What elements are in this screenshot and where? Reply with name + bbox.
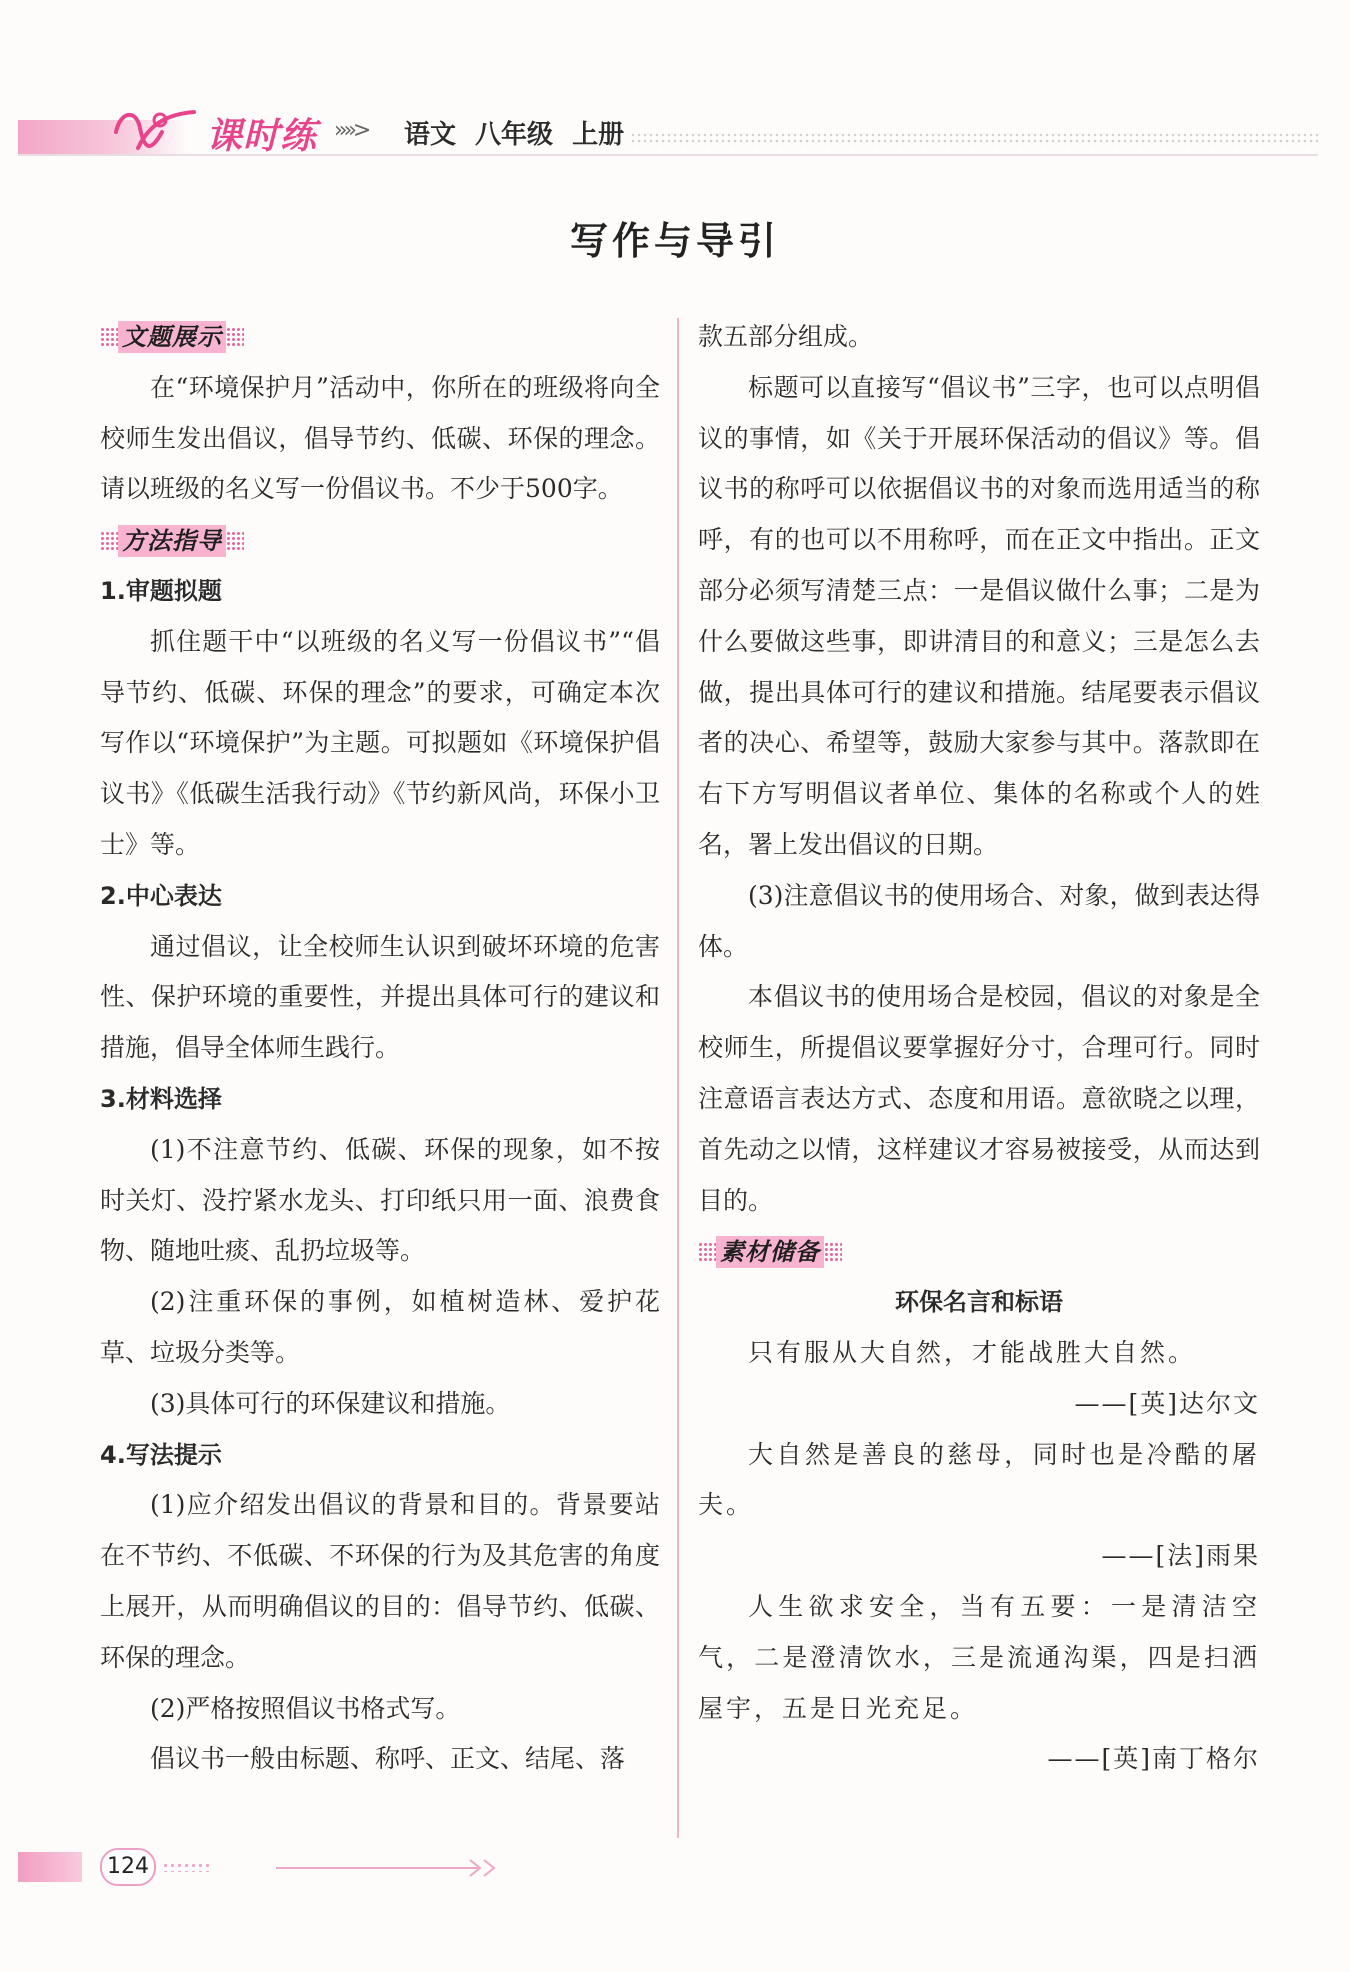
body-paragraph: 通过倡议，让全校师生认识到破坏环境的危害性、保护环境的重要性，并提出具体可行的建议和措施，倡导全体师生践行。 (100, 931, 660, 1063)
badge-dots-icon (226, 531, 244, 551)
body-paragraph: (3)具体可行的环保建议和措施。 (150, 1388, 511, 1418)
section-badge-row (100, 515, 660, 566)
quote-text: 大自然是善良的慈母，同时也是冷酷的屠夫。 (698, 1439, 1260, 1520)
subheading: 1.审题拟题 (100, 576, 222, 605)
badge-dots-icon (100, 327, 118, 347)
section-badge-label: 素材储备 (716, 1236, 824, 1268)
prompt-paragraph: 在“环境保护月”活动中，你所在的班级将向全校师生发出倡议，倡导节约、低碳、环保的理念。请以班级的名义写一份倡议书。不少于500字。 (100, 372, 660, 504)
badge-dots-icon (824, 1242, 842, 1262)
body-paragraph: 倡议书一般由标题、称呼、正文、结尾、落 (150, 1744, 626, 1774)
subheading: 环保名言和标语 (895, 1288, 1063, 1317)
badge-dots-icon (100, 531, 118, 551)
body-paragraph: (3)注意倡议书的使用场合、对象，做到表达得体。 (698, 880, 1260, 961)
right-column (698, 312, 1260, 1785)
body-paragraph: 标题可以直接写“倡议书”三字，也可以点明倡议的事情，如《关于开展环保活动的倡议》等。倡议书的称呼可以依据倡议书的对象而选用适当的称呼，有的也可以不用称呼，而在正文中指出。正文部分必须写清楚三点：一是倡议做什么事；二是为什么要做这些事，即讲清目的和意义；三是怎么去做，提出具体可行的建议和措施。结尾要表示倡议者的决心、希望等，鼓励大家参与其中。落款即在右下方写明倡议者单位、集体的名称或个人的姓名，署上发出倡议的日期。 (698, 372, 1260, 859)
body-paragraph: (2)严格按照倡议书格式写。 (150, 1693, 461, 1723)
quote-attribution: ——[法]雨果 (1101, 1541, 1260, 1571)
chevron-right-icon: »»> (334, 118, 368, 143)
section-badge (100, 525, 244, 557)
body-paragraph: (1)应介绍发出倡议的背景和目的。背景要站在不节约、不低碳、不环保的行为及其危害的角度上展开，从而明确倡议的目的：倡导节约、低碳、环保的理念。 (100, 1490, 660, 1672)
quote-attribution: ——[英]南丁格尔 (1047, 1744, 1260, 1774)
left-column (100, 312, 660, 1785)
body-paragraph: 款五部分组成。 (698, 322, 874, 351)
body-paragraph: (2)注重环保的事例，如植树造林、爱护花草、垃圾分类等。 (100, 1287, 660, 1367)
subheading: 3.材料选择 (100, 1084, 222, 1113)
book-subject: 语文 八年级 上册 (404, 120, 625, 150)
footer-dots-icon (162, 1862, 212, 1872)
page-number: 124 (100, 1848, 156, 1886)
quote-text: 人生欲求安全，当有五要：一是清洁空气，二是澄清饮水，三是流通沟渠，四是扫洒屋宇，五是日光充足。 (698, 1591, 1260, 1723)
section-badge-label: 文题展示 (118, 321, 226, 353)
quote-text: 只有服从大自然，才能战胜大自然。 (748, 1337, 1197, 1367)
body-paragraph: (1)不注意节约、低碳、环保的现象，如不按时关灯、没拧紧水龙头、打印纸只用一面、浪费食物、随地吐痰、乱扔垃圾等。 (100, 1134, 660, 1266)
section-badge (100, 321, 244, 353)
badge-dots-icon (698, 1242, 716, 1262)
section-badge-label: 方法指导 (118, 525, 226, 557)
brand-logo-text: 课时练 (206, 116, 318, 157)
body-paragraph: 抓住题干中“以班级的名义写一份倡议书”“倡导节约、低碳、环保的理念”的要求，可确定本次写作以“环境保护”为主题。可拟题如《环境保护倡议书》《低碳生活我行动》《节约新风尚，环保小卫士》等。 (100, 626, 660, 859)
body-paragraph: 本倡议书的使用场合是校园，倡议的对象是全校师生，所提倡议要掌握好分寸，合理可行。同时注意语言表达方式、态度和用语。意欲晓之以理，首先动之以情，这样建议才容易被接受，从而达到目的。 (698, 982, 1260, 1215)
subheading: 4.写法提示 (100, 1440, 222, 1469)
page-title: 写作与导引 (569, 219, 780, 263)
brand-swoosh-icon (110, 102, 200, 158)
section-badge (698, 1236, 842, 1268)
badge-dots-icon (226, 327, 244, 347)
subheading: 2.中心表达 (100, 881, 222, 910)
column-divider (677, 318, 679, 1838)
header-dot-pattern (630, 132, 1320, 146)
section-badge-row (100, 312, 660, 363)
page-header (0, 100, 1350, 160)
footer-pink-block (18, 1852, 82, 1882)
section-badge-row (698, 1226, 1260, 1277)
arrow-right-icon (272, 1856, 512, 1880)
quote-attribution: ——[英]达尔文 (1074, 1388, 1260, 1418)
